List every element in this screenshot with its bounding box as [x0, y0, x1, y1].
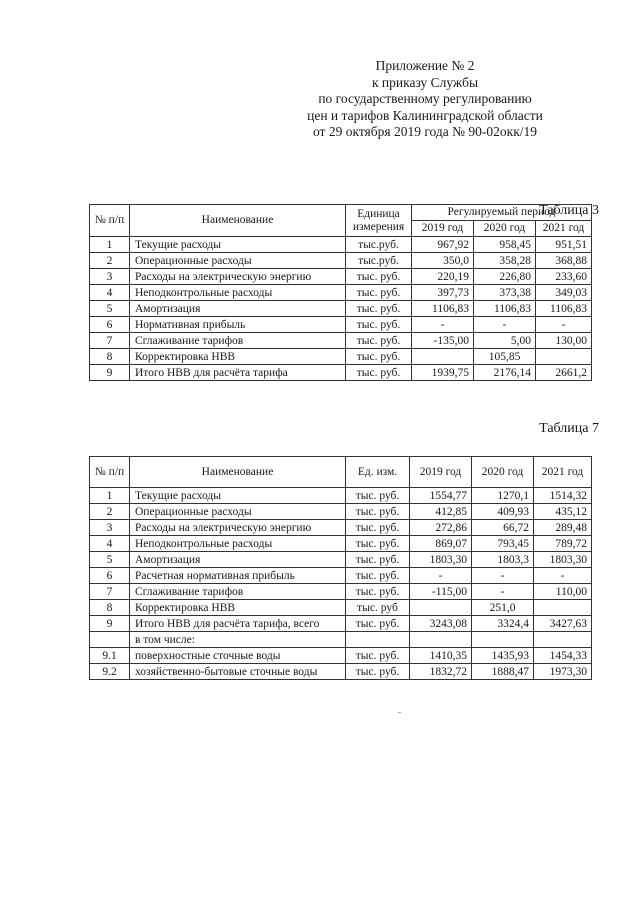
- header-line: по государственному регулированию: [318, 91, 532, 106]
- table-row: [90, 632, 592, 648]
- row-unit: тыс. руб.: [346, 285, 412, 301]
- table-row: [90, 365, 592, 381]
- row-name: Неподконтрольные расходы: [130, 536, 346, 552]
- row-value-2020: 793,45: [472, 536, 534, 552]
- row-num: 1: [90, 488, 130, 504]
- table3-header-num: № п/п: [90, 205, 130, 237]
- row-value-2019: 1554,77: [410, 488, 472, 504]
- row-value-2020: 251,0: [472, 600, 534, 616]
- row-num: 9: [90, 616, 130, 632]
- row-unit: тыс. руб.: [346, 488, 410, 504]
- row-value-2021: 110,00: [534, 584, 592, 600]
- row-name: Нормативная прибыль: [130, 317, 346, 333]
- row-name: Сглаживание тарифов: [130, 333, 346, 349]
- header-line: к приказу Службы: [371, 74, 479, 90]
- row-num: 6: [90, 317, 130, 333]
- table-row: [90, 317, 592, 333]
- table3-header-period: Регулируемый период: [412, 205, 592, 221]
- row-value-2021: 130,00: [536, 333, 592, 349]
- row-value-2020: 1888,47: [472, 664, 534, 680]
- table-row: [90, 616, 592, 632]
- document-header: [250, 58, 600, 141]
- table7-label: Таблица 7: [539, 421, 599, 436]
- table7-header-year: 2019 год: [410, 457, 472, 488]
- table-row: [90, 504, 592, 520]
- row-value-2020: 1803,3: [472, 552, 534, 568]
- row-value-2019: 1803,30: [410, 552, 472, 568]
- row-unit: тыс. руб.: [346, 536, 410, 552]
- row-value-2020: 358,28: [474, 253, 536, 269]
- row-unit: тыс. руб.: [346, 616, 410, 632]
- table-row: [90, 333, 592, 349]
- header-line: Приложение № 2: [375, 58, 475, 73]
- row-name: Амортизация: [130, 552, 346, 568]
- row-name: Корректировка НВВ: [130, 349, 346, 365]
- row-value-2020: 3324,4: [472, 616, 534, 632]
- row-value-2021: 349,03: [536, 285, 592, 301]
- table-row: [90, 664, 592, 680]
- row-unit: тыс. руб.: [346, 568, 410, 584]
- row-value-2021: [534, 632, 592, 648]
- row-unit: тыс. руб.: [346, 301, 412, 317]
- row-num: 5: [90, 301, 130, 317]
- row-value-2020: 1270,1: [472, 488, 534, 504]
- row-num: 9.1: [90, 648, 130, 664]
- row-value-2020: -: [474, 317, 536, 333]
- row-value-2019: -135,00: [412, 333, 474, 349]
- row-name: хозяйственно-бытовые сточные воды: [130, 664, 346, 680]
- row-value-2020: -: [472, 584, 534, 600]
- row-unit: тыс. руб.: [346, 552, 410, 568]
- row-unit: тыс. руб.: [346, 317, 412, 333]
- row-value-2021: [536, 349, 592, 365]
- table7-header-year: 2020 год: [472, 457, 534, 488]
- row-num: 9.2: [90, 664, 130, 680]
- row-name: в том числе:: [130, 632, 346, 648]
- table3-header-year: 2021 год: [536, 221, 592, 237]
- row-num: 5: [90, 552, 130, 568]
- row-value-2021: [534, 600, 592, 616]
- row-unit: тыс. руб.: [346, 349, 412, 365]
- row-unit: тыс.руб.: [346, 237, 412, 253]
- table-row: [90, 349, 592, 365]
- row-unit: тыс. руб: [346, 600, 410, 616]
- row-value-2021: -: [536, 317, 592, 333]
- row-num: 6: [90, 568, 130, 584]
- row-name: Операционные расходы: [130, 504, 346, 520]
- row-name: Расходы на электрическую энергию: [130, 269, 346, 285]
- table3-label: Таблица 3: [539, 203, 599, 218]
- table7-header-year: 2021 год: [534, 457, 592, 488]
- row-num: 2: [90, 253, 130, 269]
- row-value-2019: 1106,83: [412, 301, 474, 317]
- table-row: [90, 301, 592, 317]
- row-num: 3: [90, 269, 130, 285]
- row-num: 8: [90, 349, 130, 365]
- row-value-2020: 373,38: [474, 285, 536, 301]
- row-num: 9: [90, 365, 130, 381]
- table7: [89, 456, 592, 680]
- table3-header-unit: Единица измерения: [346, 205, 412, 237]
- row-num: [90, 632, 130, 648]
- row-name: Операционные расходы: [130, 253, 346, 269]
- header-line: от 29 октября 2019 года № 90-02окк/19: [312, 124, 538, 139]
- row-num: 1: [90, 237, 130, 253]
- row-value-2021: 368,88: [536, 253, 592, 269]
- row-value-2020: -: [472, 568, 534, 584]
- row-num: 7: [90, 584, 130, 600]
- row-num: 7: [90, 333, 130, 349]
- row-value-2020: 105,85: [474, 349, 536, 365]
- row-value-2021: 789,72: [534, 536, 592, 552]
- row-name: Сглаживание тарифов: [130, 584, 346, 600]
- row-name: Текущие расходы: [130, 237, 346, 253]
- row-value-2019: 1410,35: [410, 648, 472, 664]
- table-row: [90, 568, 592, 584]
- row-value-2020: 1106,83: [474, 301, 536, 317]
- table-row: [90, 520, 592, 536]
- header-line: цен и тарифов Калининградской области: [307, 107, 543, 123]
- table3-body: [90, 237, 592, 381]
- row-value-2020: 958,45: [474, 237, 536, 253]
- row-value-2021: 1803,30: [534, 552, 592, 568]
- row-unit: тыс. руб.: [346, 269, 412, 285]
- row-value-2020: 2176,14: [474, 365, 536, 381]
- row-name: Итого НВВ для расчёта тарифа: [130, 365, 346, 381]
- row-name: Расчетная нормативная прибыль: [130, 568, 346, 584]
- row-unit: тыс. руб.: [346, 584, 410, 600]
- row-value-2021: 3427,63: [534, 616, 592, 632]
- row-name: поверхностные сточные воды: [130, 648, 346, 664]
- table-row: [90, 600, 592, 616]
- row-value-2021: 1454,33: [534, 648, 592, 664]
- row-name: Итого НВВ для расчёта тарифа, всего: [130, 616, 346, 632]
- row-unit: тыс. руб.: [346, 365, 412, 381]
- row-name: Неподконтрольные расходы: [130, 285, 346, 301]
- table-row: [90, 237, 592, 253]
- row-value-2020: 66,72: [472, 520, 534, 536]
- table-row: [90, 253, 592, 269]
- row-value-2021: 289,48: [534, 520, 592, 536]
- row-value-2019: 397,73: [412, 285, 474, 301]
- table-row: [90, 285, 592, 301]
- row-unit: тыс. руб.: [346, 504, 410, 520]
- table7-header-name: Наименование: [130, 457, 346, 488]
- row-value-2020: 409,93: [472, 504, 534, 520]
- scan-mark: [398, 712, 401, 713]
- row-value-2019: 869,07: [410, 536, 472, 552]
- row-value-2019: 967,92: [412, 237, 474, 253]
- table3-header-year: 2020 год: [474, 221, 536, 237]
- row-value-2019: -: [412, 317, 474, 333]
- row-value-2021: 951,51: [536, 237, 592, 253]
- row-unit: тыс. руб.: [346, 333, 412, 349]
- row-value-2019: 350,0: [412, 253, 474, 269]
- row-value-2021: 1973,30: [534, 664, 592, 680]
- table7-header-unit: Ед. изм.: [346, 457, 410, 488]
- row-value-2021: 1106,83: [536, 301, 592, 317]
- row-value-2021: 435,12: [534, 504, 592, 520]
- row-unit: тыс. руб.: [346, 520, 410, 536]
- table-row: [90, 648, 592, 664]
- row-value-2019: [410, 600, 472, 616]
- row-value-2020: [472, 632, 534, 648]
- row-unit: тыс. руб.: [346, 664, 410, 680]
- row-value-2019: [410, 632, 472, 648]
- row-value-2019: 1939,75: [412, 365, 474, 381]
- row-num: 3: [90, 520, 130, 536]
- row-num: 8: [90, 600, 130, 616]
- row-value-2020: 1435,93: [472, 648, 534, 664]
- table-row: [90, 584, 592, 600]
- row-value-2021: -: [534, 568, 592, 584]
- table3-header-year: 2019 год: [412, 221, 474, 237]
- table-row: [90, 269, 592, 285]
- row-value-2020: 226,80: [474, 269, 536, 285]
- row-value-2020: 5,00: [474, 333, 536, 349]
- table7-header-num: № п/п: [90, 457, 130, 488]
- row-value-2019: -115,00: [410, 584, 472, 600]
- row-value-2019: 412,85: [410, 504, 472, 520]
- row-name: Текущие расходы: [130, 488, 346, 504]
- row-unit: [346, 632, 410, 648]
- row-value-2019: -: [410, 568, 472, 584]
- row-value-2019: 220,19: [412, 269, 474, 285]
- row-unit: тыс.руб.: [346, 253, 412, 269]
- row-num: 4: [90, 285, 130, 301]
- row-value-2019: [412, 349, 474, 365]
- row-num: 2: [90, 504, 130, 520]
- row-value-2021: 233,60: [536, 269, 592, 285]
- table7-body: [90, 488, 592, 680]
- row-value-2019: 272,86: [410, 520, 472, 536]
- row-value-2019: 3243,08: [410, 616, 472, 632]
- row-name: Корректировка НВВ: [130, 600, 346, 616]
- row-value-2021: 1514,32: [534, 488, 592, 504]
- table-row: [90, 488, 592, 504]
- row-value-2021: 2661,2: [536, 365, 592, 381]
- row-unit: тыс. руб.: [346, 648, 410, 664]
- table3-header-name: Наименование: [130, 205, 346, 237]
- row-name: Расходы на электрическую энергию: [130, 520, 346, 536]
- row-name: Амортизация: [130, 301, 346, 317]
- row-num: 4: [90, 536, 130, 552]
- table-row: [90, 536, 592, 552]
- table3: [89, 204, 592, 381]
- row-value-2019: 1832,72: [410, 664, 472, 680]
- table-row: [90, 552, 592, 568]
